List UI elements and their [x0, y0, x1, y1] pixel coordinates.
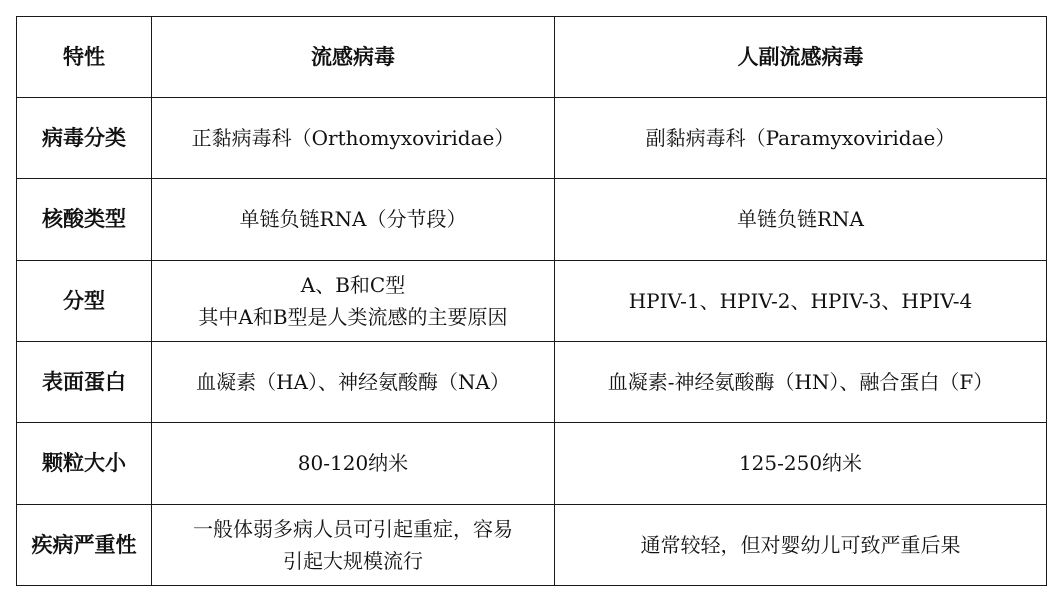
- table-row: [17, 341, 1047, 422]
- header-parainfluenza: 人副流感病毒: [555, 17, 1047, 98]
- parainfluenza-cell: [555, 504, 1047, 585]
- influenza-cell: [152, 423, 555, 504]
- influenza-cell: [152, 341, 555, 422]
- influenza-cell: [152, 98, 555, 179]
- row-label: 病毒分类: [17, 98, 152, 179]
- cell-text: 单链负链RNA（分节段）: [239, 207, 467, 232]
- parainfluenza-cell: [555, 260, 1047, 341]
- cell-text: 引起大规模流行: [283, 548, 423, 573]
- influenza-cell: [152, 504, 555, 585]
- influenza-cell: [152, 260, 555, 341]
- row-label: 分型: [17, 260, 152, 341]
- influenza-cell: [152, 179, 555, 260]
- cell-text: 副黏病毒科（Paramyxoviridae）: [645, 126, 956, 151]
- row-label: 颗粒大小: [17, 423, 152, 504]
- cell-text: 血凝素-神经氨酸酶（HN）、融合蛋白（F）: [607, 370, 994, 395]
- parainfluenza-cell: [555, 98, 1047, 179]
- cell-text: A、B和C型: [300, 272, 406, 297]
- cell-text: 80-120纳米: [297, 451, 409, 476]
- cell-text: 血凝素（HA）、神经氨酸酶（NA）: [196, 370, 510, 395]
- cell-text: 125-250纳米: [738, 451, 863, 476]
- table-row: [17, 98, 1047, 179]
- table-header-row: [17, 17, 1047, 98]
- table-row: [17, 504, 1047, 585]
- parainfluenza-cell: [555, 423, 1047, 504]
- cell-text: 单链负链RNA: [736, 207, 864, 232]
- comparison-table: [16, 16, 1047, 586]
- header-influenza: 流感病毒: [152, 17, 555, 98]
- cell-text: 通常较轻，但对婴幼儿可致严重后果: [640, 532, 961, 557]
- table-row: [17, 260, 1047, 341]
- cell-text: 正黏病毒科（Orthomyxoviridae）: [191, 126, 515, 151]
- row-label: 核酸类型: [17, 179, 152, 260]
- parainfluenza-cell: [555, 341, 1047, 422]
- parainfluenza-cell: [555, 179, 1047, 260]
- cell-text: 一般体弱多病人员可引起重症，容易: [193, 516, 513, 541]
- cell-text: HPIV-1、HPIV-2、HPIV-3、HPIV-4: [628, 288, 973, 313]
- row-label: 疾病严重性: [17, 504, 152, 585]
- table-row: [17, 179, 1047, 260]
- table-row: [17, 423, 1047, 504]
- cell-text: 其中A和B型是人类流感的主要原因: [198, 304, 508, 329]
- row-label: 表面蛋白: [17, 341, 152, 422]
- header-feature: 特性: [17, 17, 152, 98]
